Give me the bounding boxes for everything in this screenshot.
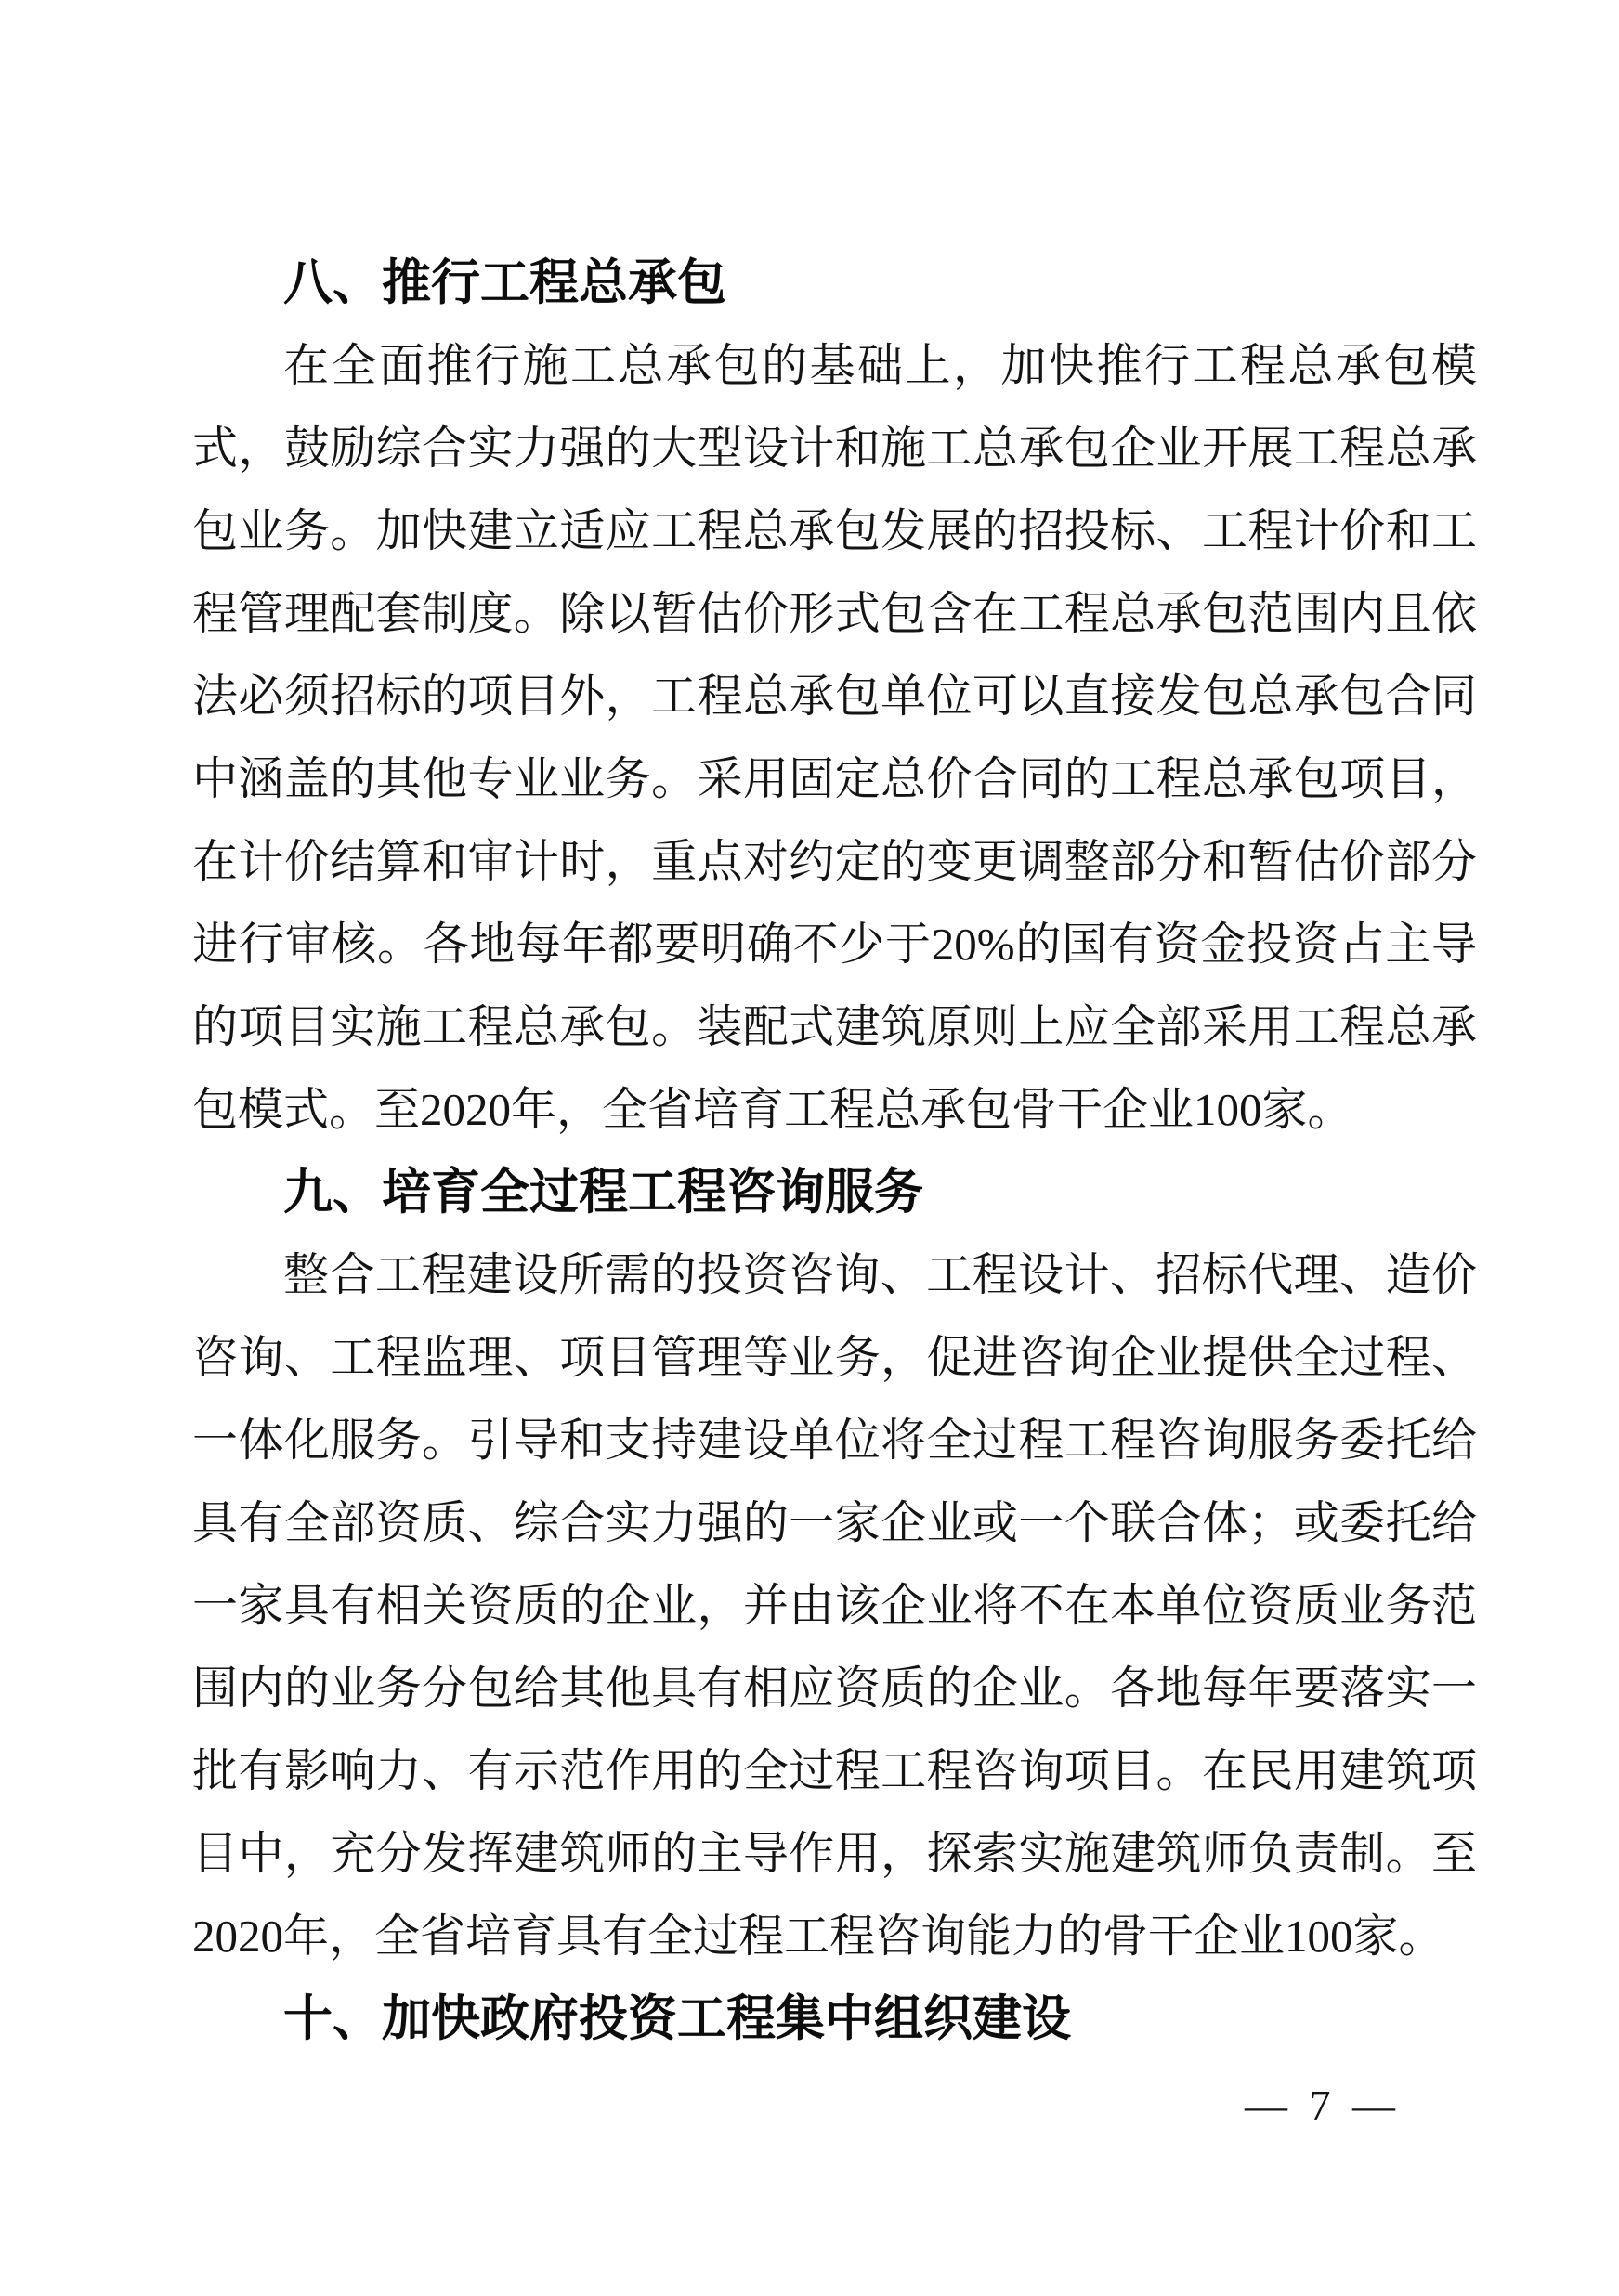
section-heading-8: 八、推行工程总承包 <box>283 255 726 310</box>
section-heading-9: 九、培育全过程工程咨询服务 <box>283 1165 923 1220</box>
paragraph-section-8: 在全面推行施工总承包的基础上，加快推行工程总承包模式，鼓励综合实力强的大型设计和施工总承包企业开展工程总承包业务。加快建立适应工程总承包发展的招投标、工程计价和工程管理配套制度。除以暂估价形式包含在工程总承包范围内且依法必须招标的项目外，工程总承包单位可以直接发包总承包合同中涵盖的其他专业业务。采用固定总价合同的工程总承包项目，在计价结算和审计时，重点对约定的变更调整部分和暂估价部分进行审核。各地每年都要明确不少于20%的国有资金投资占主导的项目实施工程总承包。装配式建筑原则上应全部采用工程总承包模式。至2020年，全省培育工程总承包骨干企业100家。 <box>192 340 1477 1135</box>
section-heading-10: 十、加快政府投资工程集中组织建设 <box>283 1991 1071 2046</box>
document-body <box>192 241 1477 2060</box>
paragraph-section-9: 整合工程建设所需的投资咨询、工程设计、招标代理、造价咨询、工程监理、项目管理等业务，促进咨询企业提供全过程、一体化服务。引导和支持建设单位将全过程工程咨询服务委托给具有全部资质、综合实力强的一家企业或一个联合体；或委托给一家具有相关资质的企业，并由该企业将不在本单位资质业务范围内的业务分包给其他具有相应资质的企业。各地每年要落实一批有影响力、有示范作用的全过程工程咨询项目。在民用建筑项目中，充分发挥建筑师的主导作用，探索实施建筑师负责制。至2020年，全省培育具有全过程工程咨询能力的骨干企业100家。 <box>192 1249 1477 1962</box>
page-number: — 7 — <box>1245 2081 1401 2129</box>
